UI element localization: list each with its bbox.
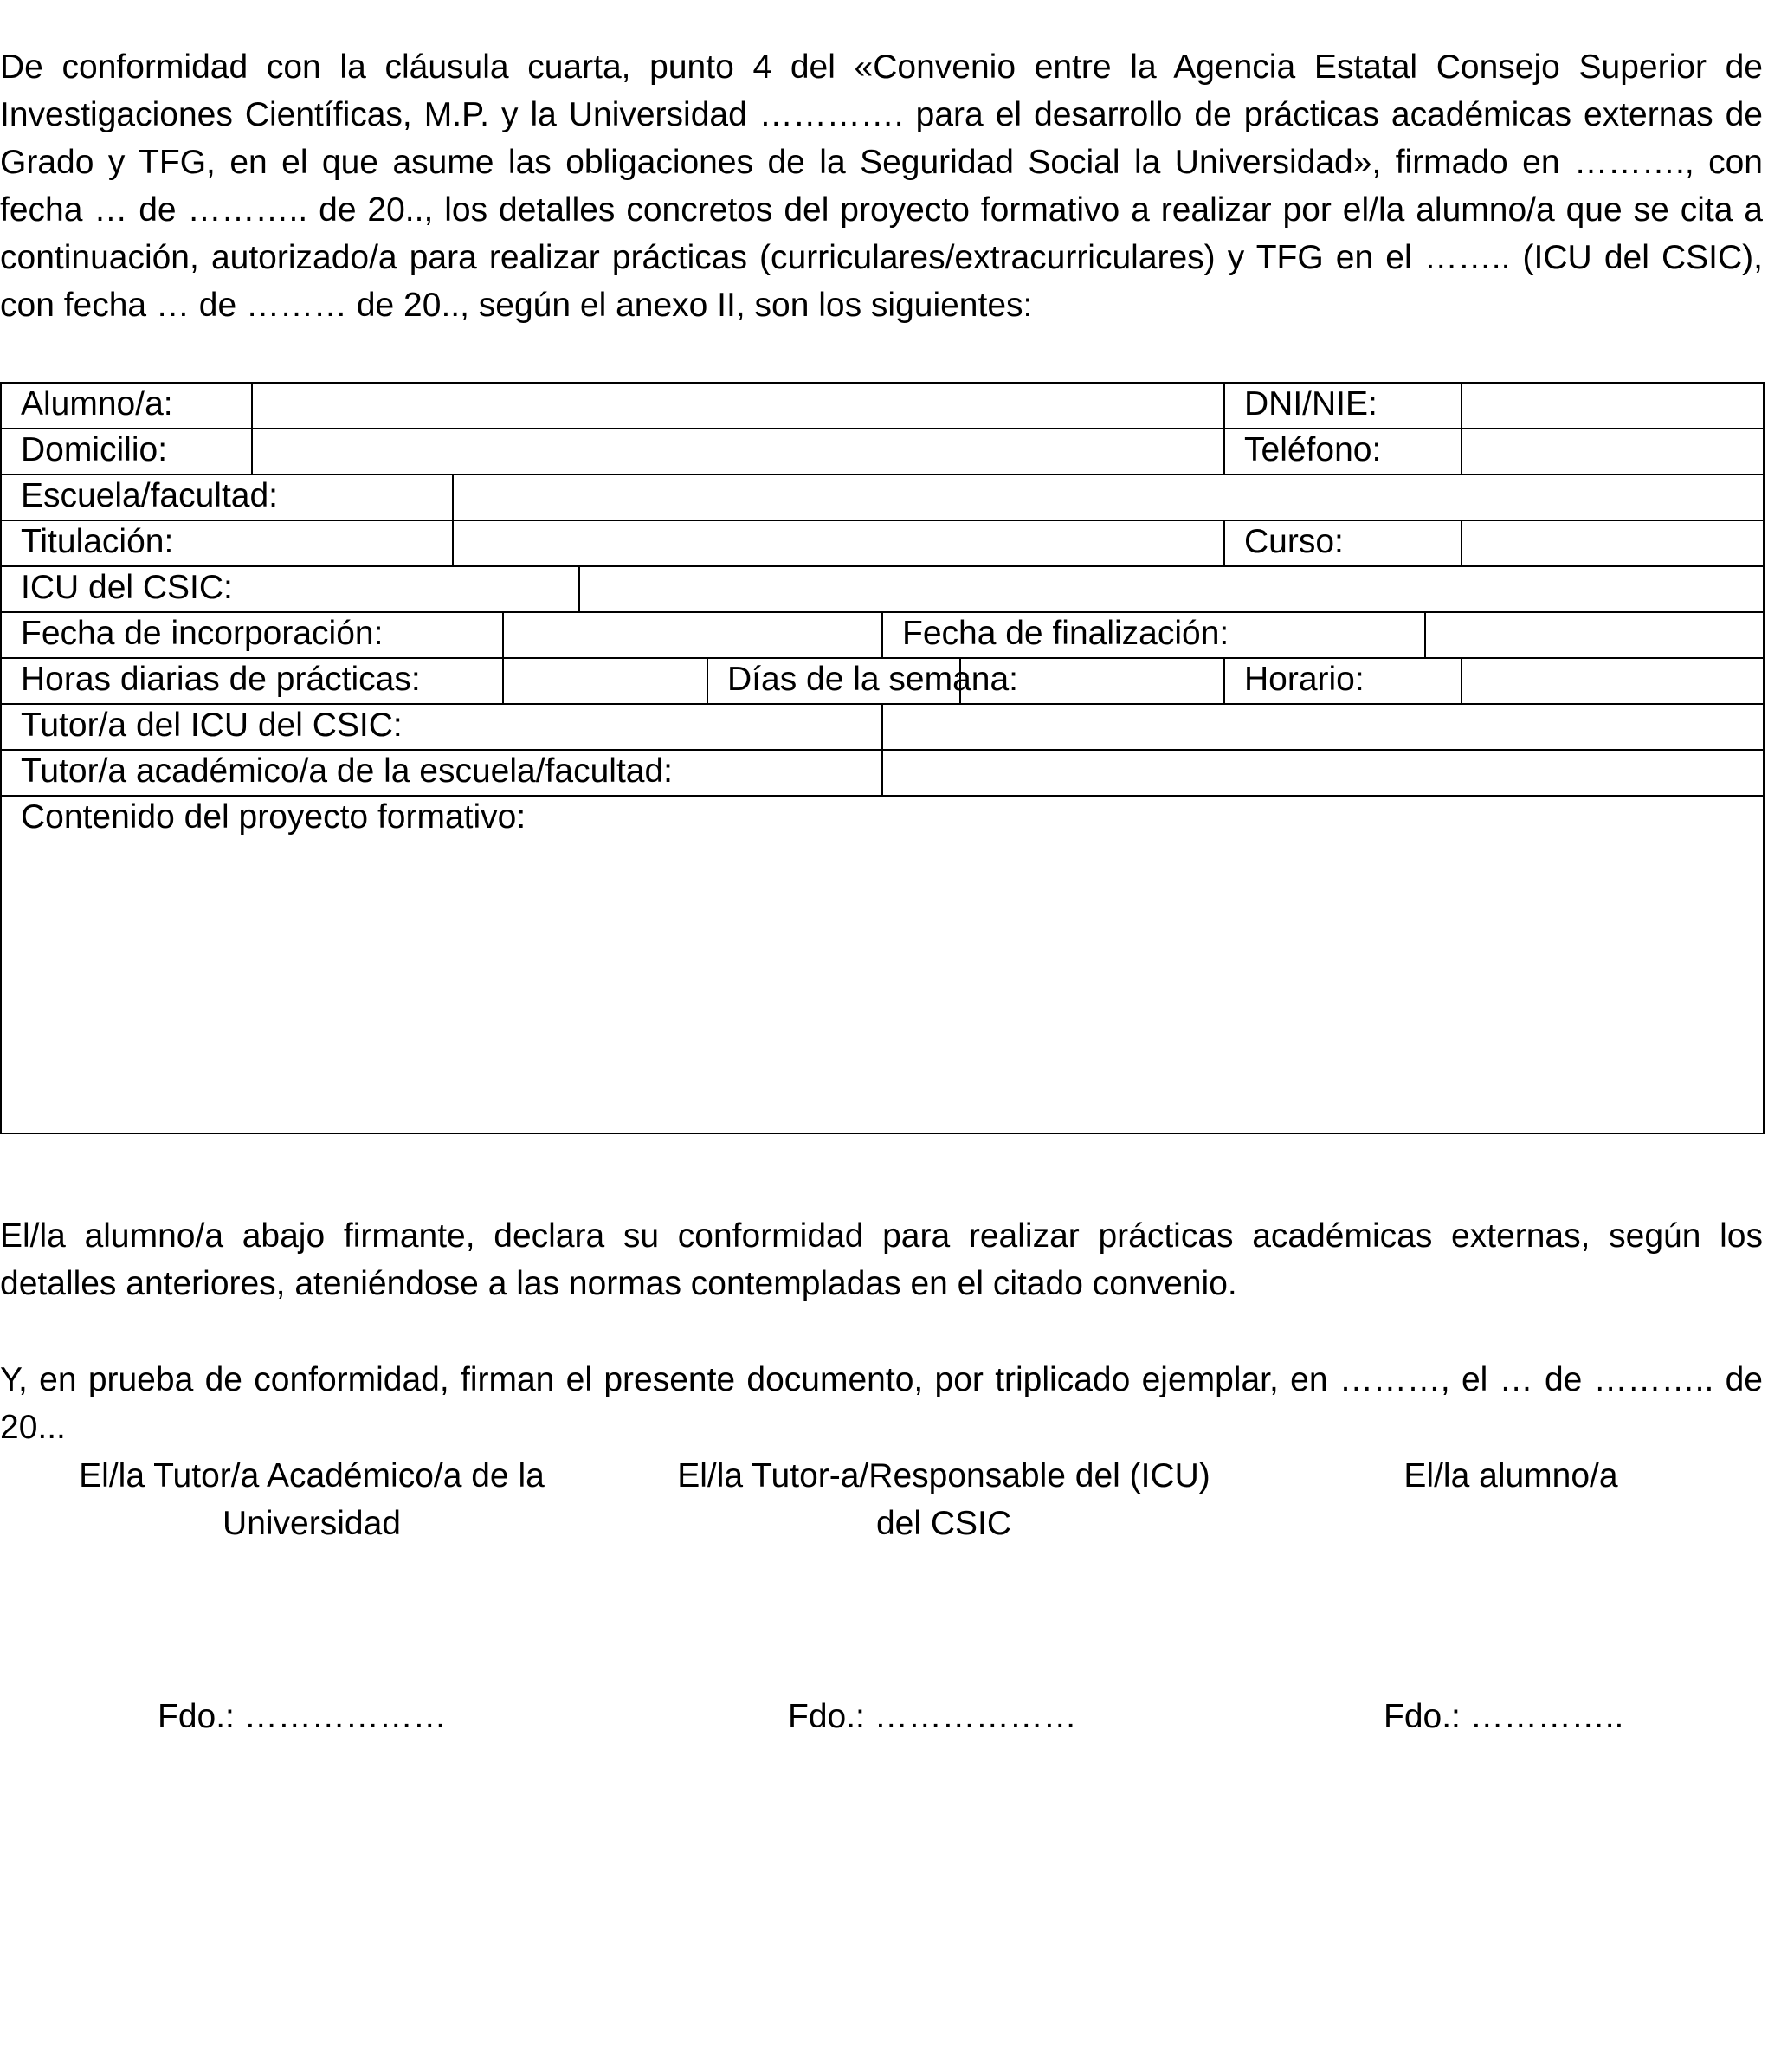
schedule-field[interactable] — [1462, 658, 1764, 704]
academic-tutor-label: Tutor/a académico/a de la escuela/facultad: — [1, 750, 882, 796]
school-label: Escuela/facultad: — [1, 474, 453, 520]
daily-hours-label: Horas diarias de prácticas: — [1, 658, 503, 704]
address-field[interactable] — [252, 429, 1224, 474]
degree-field[interactable] — [453, 520, 1224, 566]
icu-label: ICU del CSIC: — [1, 566, 579, 612]
academic-tutor-signature-line: Fdo.: ……………… — [158, 1698, 447, 1735]
student-signature-line: Fdo.: ………….. — [1384, 1698, 1624, 1735]
student-label: Alumno/a: — [1, 383, 252, 429]
academic-tutor-signature-title — [43, 1452, 580, 1547]
dni-field[interactable] — [1462, 383, 1764, 429]
icu-tutor-field[interactable] — [882, 704, 1764, 750]
form-row-dates — [1, 612, 1764, 658]
form-row-school — [1, 474, 1764, 520]
form-row-content — [1, 796, 1764, 1133]
practice-details-form — [0, 382, 1765, 1134]
form-row-icu-tutor — [1, 704, 1764, 750]
phone-field[interactable] — [1462, 429, 1764, 474]
end-date-label: Fecha de finalización: — [882, 612, 1425, 658]
student-field[interactable] — [252, 383, 1224, 429]
declaration-paragraph: El/la alumno/a abajo firmante, declara su conformidad para realizar prácticas académicas externas, según los detalles anteriores, ateniéndose a las normas contempladas en el citado convenio. — [0, 1217, 1763, 1302]
course-label: Curso: — [1224, 520, 1462, 566]
icu-field[interactable] — [579, 566, 1764, 612]
schedule-label: Horario: — [1224, 658, 1462, 704]
csic-tutor-title-line2: del CSIC — [875, 1505, 1012, 1542]
end-date-field[interactable] — [1425, 612, 1764, 658]
conformity-paragraph: Y, en prueba de conformidad, firman el presente documento, por triplicado ejemplar, en ………, el … de ……….. de 20... — [0, 1361, 1763, 1446]
student-signature-title — [1333, 1452, 1688, 1500]
phone-label: Teléfono: — [1224, 429, 1462, 474]
academic-tutor-title-line2: Universidad — [223, 1505, 401, 1542]
degree-label: Titulación: — [1, 520, 453, 566]
training-content-field[interactable]: Contenido del proyecto formativo: — [1, 796, 1764, 1133]
dni-label: DNI/NIE: — [1224, 383, 1462, 429]
weekdays-label: Días de la semana: — [707, 658, 960, 704]
csic-tutor-title-line1: El/la Tutor-a/Responsable del (ICU) — [677, 1457, 1210, 1494]
intro-paragraph: De conformidad con la cláusula cuarta, punto 4 del «Convenio entre la Agencia Estatal Consejo Superior de Investigaciones Científicas, M.P. y la Universidad …………. para el desarrollo de prácticas académicas externas de Grado y TFG, en el que asume las obligaciones de la Seguridad Social la Universidad», firmado en ………., con fecha … de ……….. de 20.., los detalles concretos del proyecto formativo a realizar por el/la alumno/a que se cita a continuación, autorizado/a para realizar prácticas (curriculares/extracurriculares) y TFG en el …….. (ICU del CSIC), con fecha … de ……… de 20.., según el anexo II, son los siguientes: — [0, 48, 1763, 324]
form-row-student — [1, 383, 1764, 429]
form-row-icu — [1, 566, 1764, 612]
start-date-field[interactable] — [503, 612, 882, 658]
academic-tutor-title-line1: El/la Tutor/a Académico/a de la — [79, 1457, 545, 1494]
address-label: Domicilio: — [1, 429, 252, 474]
daily-hours-field[interactable] — [503, 658, 707, 704]
csic-tutor-signature-title — [632, 1452, 1255, 1547]
academic-tutor-field[interactable] — [882, 750, 1764, 796]
start-date-label: Fecha de incorporación: — [1, 612, 503, 658]
form-row-academic-tutor — [1, 750, 1764, 796]
csic-tutor-signature-line: Fdo.: ……………… — [788, 1698, 1077, 1735]
school-field[interactable] — [453, 474, 1764, 520]
student-title: El/la alumno/a — [1403, 1457, 1618, 1494]
form-row-address — [1, 429, 1764, 474]
course-field[interactable] — [1462, 520, 1764, 566]
icu-tutor-label: Tutor/a del ICU del CSIC: — [1, 704, 882, 750]
form-row-schedule — [1, 658, 1764, 704]
form-row-degree — [1, 520, 1764, 566]
